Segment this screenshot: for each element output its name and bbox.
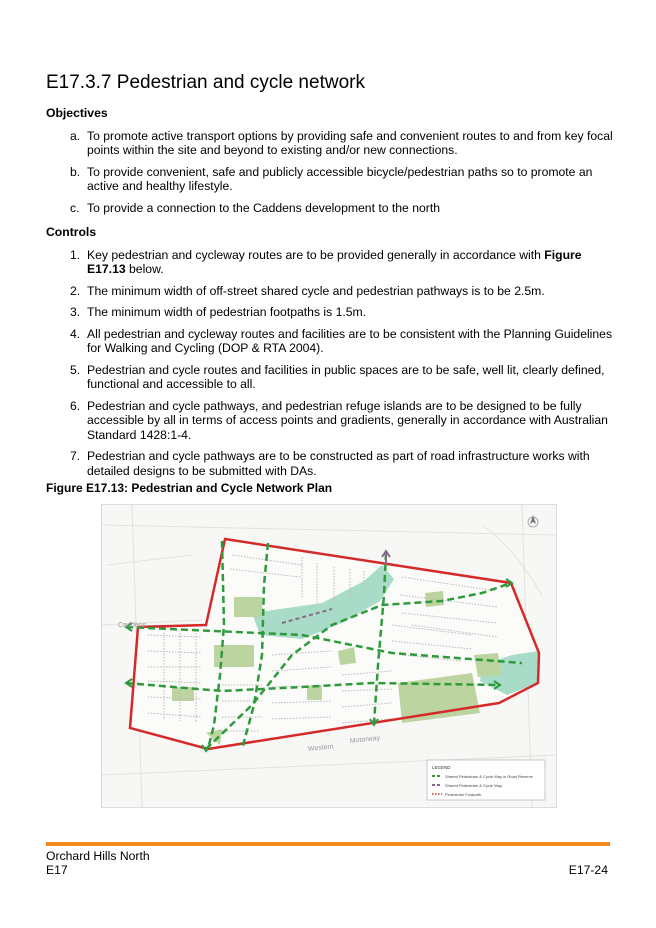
list-marker: 6. — [70, 398, 81, 413]
objectives-section — [46, 106, 616, 222]
objectives-title: Objectives — [46, 106, 108, 120]
list-text: Pedestrian and cycle routes and facilities in public spaces are to be safe, well lit, clearly defined, functional and accessible to all. — [87, 362, 605, 391]
list-marker: 1. — [70, 247, 81, 262]
list-text: Pedestrian and cycle pathways are to be constructed as part of road infrastructure works with detailed designs to be submitted with DAs. — [87, 449, 590, 478]
page-footer — [46, 849, 610, 877]
motorway-label-western: Western — [307, 743, 335, 753]
list-item — [46, 327, 616, 356]
controls-title: Controls — [46, 225, 97, 239]
list-marker: a. — [70, 128, 81, 143]
list-text: To promote active transport options by providing safe and convenient routes to and from key focal points within the site and beyond to existing and/or new connections. — [87, 128, 613, 157]
figure-caption: Figure E17.13: Pedestrian and Cycle Network Plan — [46, 481, 333, 495]
figure-reference: Figure E17.13 — [87, 247, 582, 276]
list-marker: c. — [70, 200, 80, 215]
list-text: The minimum width of off-street shared cycle and pedestrian pathways is to be 2.5m. — [87, 283, 545, 298]
network-plan-map — [101, 504, 557, 808]
objectives-list — [46, 129, 616, 216]
list-marker: 3. — [70, 305, 81, 319]
list-item — [46, 449, 616, 478]
controls-list — [46, 248, 616, 479]
list-item — [46, 201, 616, 216]
list-text: All pedestrian and cycleway routes and facilities are to be consistent with the Planning Guidelines for Walking and Cycling (DOP & RTA 2004). — [87, 326, 613, 355]
legend-item: Shared Pedestrian & Cycle Way — [445, 783, 502, 788]
list-marker: 2. — [70, 283, 81, 298]
list-item — [46, 248, 616, 277]
list-item — [46, 284, 616, 299]
list-text: Key pedestrian and cycleway routes are to be provided generally in accordance with — [87, 247, 545, 262]
page-number: E17-24 — [568, 863, 608, 877]
legend-title: LEGEND — [432, 765, 451, 770]
list-text: below. — [125, 262, 164, 276]
list-marker: 5. — [70, 362, 81, 377]
page-heading: E17.3.7 Pedestrian and cycle network — [46, 72, 365, 93]
list-text: To provide convenient, safe and publicly accessible bicycle/pedestrian paths so to promote an active and healthy lifestyle. — [87, 164, 593, 193]
legend-item: Shared Pedestrian & Cycle Way in Road Reserve — [445, 774, 533, 779]
list-text: The minimum width of pedestrian footpaths is 1.5m. — [87, 305, 367, 319]
list-marker: b. — [70, 164, 81, 179]
list-item — [46, 399, 616, 443]
motorway-label-motorway: Motorway — [349, 734, 381, 745]
list-text: To provide a connection to the Caddens development to the north — [87, 200, 440, 215]
footer-section: E17 — [46, 863, 68, 877]
footer-title: Orchard Hills North — [46, 849, 150, 863]
list-item — [46, 363, 616, 392]
footer-rule — [46, 842, 610, 846]
list-text: Pedestrian and cycle pathways, and pedestrian refuge islands are to be designed to be fully accessible by all in terms of access points and gradients, generally in accordance with Australian Standard 1428:1-4. — [87, 398, 608, 442]
controls-section — [46, 225, 616, 485]
list-marker: 7. — [70, 449, 81, 463]
north-arrow-icon — [528, 515, 538, 527]
list-item — [46, 165, 616, 194]
road-label-caddens: Caddens — [118, 622, 147, 629]
legend-item: Pedestrian Footpath — [445, 792, 482, 797]
list-item — [46, 129, 616, 158]
map-legend — [427, 760, 545, 800]
list-marker: 4. — [70, 326, 81, 341]
list-item — [46, 305, 616, 320]
